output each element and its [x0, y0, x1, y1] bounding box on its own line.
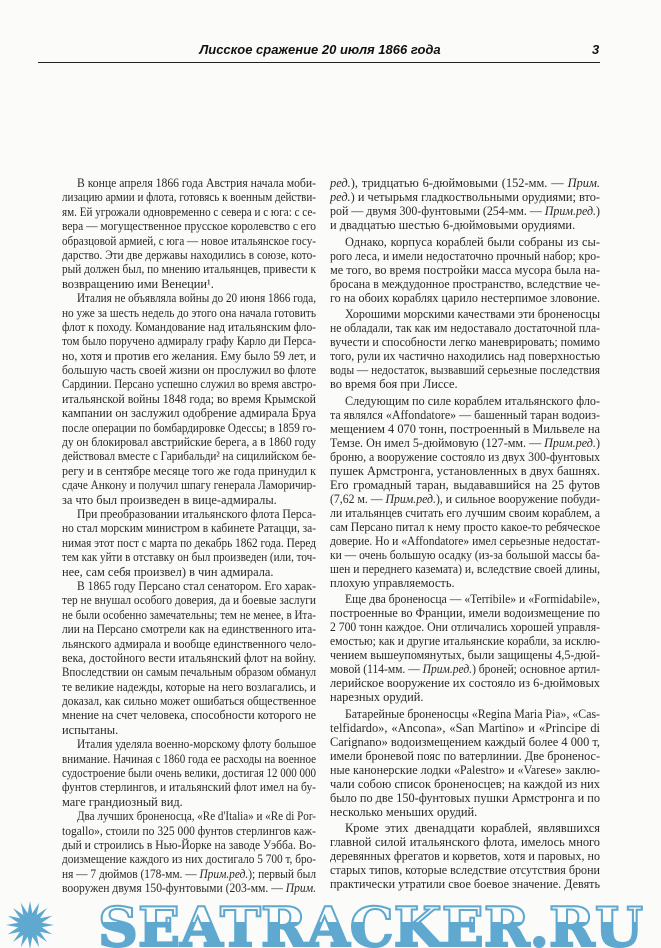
text-line: возвращению ими Венеции¹.	[62, 276, 214, 291]
text-line: рого леса, и имели недостаточно прочный набор; кро-	[330, 248, 601, 263]
text-line: 2 700 тонн каждое. Они отличались хорошей управля-	[330, 620, 601, 634]
text-line: рой — двумя 300-фунтовыми (254-мм. — Прим.ред.)	[330, 204, 601, 218]
text-line: вооружен двумя 150-фунтовыми (203-мм. — Прим.	[62, 881, 317, 896]
paragraph	[330, 592, 600, 704]
text-line: нимая этот пост с марта по декабрь 1862 года. Перед	[62, 535, 316, 550]
text-line: чением вышеупомянутых, были защищены 4,5-дюй-	[330, 648, 600, 662]
text-line: имели броневой пояс по ватерлинии. Две броненос-	[330, 748, 601, 763]
paragraph	[330, 235, 600, 305]
text-line: практически утратили свое боевое значение. Девять	[330, 877, 600, 891]
text-line: (7,62 м. — Прим.ред.), и сильное вооружение побуди-	[330, 491, 601, 506]
text-line: ме того, во время постройки масса мусора была на-	[330, 262, 600, 277]
paragraph	[62, 737, 316, 809]
text-line: после операции по бомбардировке Одессы; в 1859 го-	[62, 420, 317, 435]
text-line: Два лучших броненосца, «Re d'Italia» и «Re di Por-	[77, 809, 316, 824]
text-line: ные канонерские лодки «Palestro» и «Varese» заклю-	[330, 762, 600, 777]
text-line: ред.) и четырьмя гладкоствольными орудиями; вто-	[330, 190, 600, 204]
running-title: Лисское сражение 20 июля 1866 года	[199, 42, 441, 57]
text-line: лизацию армии и флота, готовясь к военным действи-	[62, 190, 317, 205]
text-line: ред.), тридцатью 6-дюймовыми (152-мм. — Прим.	[330, 176, 600, 190]
watermark-text: SEATRACKER.RU	[98, 898, 643, 948]
text-line: Темзе. Он имел 5-дюймовую (127-мм. — Прим.ред.)	[330, 435, 600, 450]
text-line: дый и строились в Нью-Йорке на заводе Уэбба. Во-	[62, 837, 317, 852]
paragraph	[62, 176, 316, 291]
text-line: вера — могущественное прусское королевство с его	[62, 219, 316, 234]
header-rule	[38, 62, 600, 63]
text-line: Италия уделяла военно-морскому флоту большое	[77, 737, 317, 752]
text-line: во время боя при Лиссе.	[330, 377, 458, 391]
text-line: том было поручено адмиралу графу Карло ди Перса-	[62, 334, 317, 349]
text-line: кампании он заслужил одобрение адмирала Бруа	[62, 406, 316, 421]
text-line: В конце апреля 1866 года Австрия начала моби-	[77, 176, 317, 190]
paragraph	[330, 176, 600, 232]
text-line: шен и переднего каземата) и, вследствие своей длины,	[330, 561, 601, 576]
paragraph	[62, 507, 316, 579]
text-line: но уже за шесть недель до этого она начала готовить	[62, 305, 317, 320]
text-line: та являлся «Affondatore» — башенный таран водоиз-	[330, 407, 601, 422]
text-line: старых типов, которые вследствие отсутствия брони	[330, 863, 600, 877]
text-line: емостью; как и другие итальянские корабли, за исклю-	[330, 634, 600, 648]
text-line: того, рули их частично находились над поверхностью	[330, 349, 600, 363]
text-line: Однако, корпуса кораблей были собраны из сы-	[345, 234, 601, 249]
text-line: за что был произведен в вице-адмиралы.	[62, 492, 277, 507]
paragraph	[330, 821, 600, 891]
text-line: telfidardo», «Ancona», «San Martino» и «Principe di	[330, 720, 600, 735]
text-line: деревянных фрегатов и корветов, хотя и паровых, но	[330, 849, 601, 863]
text-line: бросана в междудонное пространство, вследствие че-	[330, 276, 601, 291]
text-line: регу и в сентябре месяце того же года принудил к	[62, 463, 316, 478]
seatracker-watermark-logo	[0, 898, 661, 948]
text-line: Еще два броненосца — «Terribile» и «Formidabile»,	[345, 592, 600, 606]
text-line: ду он блокировал австрийские берега, а в 1860 году	[62, 435, 317, 450]
text-line: испытаны.	[62, 722, 119, 737]
text-line: флот к походу. Командование над итальянским фло-	[62, 319, 317, 334]
text-line: но, хотя и против его желания. Ему было 59 лет, и	[62, 348, 316, 363]
text-line: чали собою список броненосцев; на каждой из них	[330, 776, 600, 791]
paragraph	[62, 809, 316, 895]
text-line: плохую управляемость.	[330, 575, 455, 590]
text-line: Батарейные броненосцы «Regina Maria Pia», «Cas-	[345, 706, 601, 721]
page-number: 3	[592, 42, 600, 57]
text-line: внимание. Начиная с 1860 года ее расходы на военное	[62, 751, 316, 766]
text-line: При преобразовании итальянского флота Перса-	[77, 506, 317, 521]
text-line: но стал морским министром в кабинете Ратацци, за-	[62, 521, 316, 536]
text-line: рый должен был, по мнению итальянцев, привести к	[62, 262, 317, 277]
paragraph	[330, 307, 600, 391]
text-line: togallo», стоили по 325 000 фунтов стерлингов каж-	[62, 823, 317, 838]
text-line: сам Персано питал к нему просто какое-то ребяческое	[330, 519, 601, 534]
paragraph	[62, 579, 316, 737]
text-line: В 1865 году Персано стал сенатором. Его харак-	[77, 578, 316, 593]
text-line: доказал, как сильно может ошибаться общественное	[62, 694, 316, 709]
text-line: Следующим по силе кораблем итальянского фло-	[345, 393, 600, 408]
text-line: Его громадный таран, выдававшийся на 25 футов	[330, 477, 600, 492]
text-line: броню, а вооружение состояло из двух 300-фунтовых	[330, 449, 601, 464]
text-line: те великие надежды, которые на него возлагались, и	[62, 679, 316, 694]
text-line: мнение на счет человека, способности которого не	[62, 708, 317, 723]
text-line: доверие. Но и «Affondatore» имел серьезные недостат-	[330, 533, 601, 548]
text-line: вучести и способности легко маневрировать; помимо	[330, 335, 600, 349]
text-line: льянского адмирала и вообще единственного чело-	[62, 636, 317, 651]
text-line: ки — очень большую осадку (из-за большой массы ба-	[330, 547, 600, 562]
sun-rays	[6, 901, 54, 948]
sun-icon	[6, 901, 54, 948]
text-line: не обладали, так как им недоставало достаточной пла-	[330, 321, 600, 335]
text-line: судостроение были очень велики, достигая 12 000 000	[62, 766, 316, 781]
text-line: тем как уйти в отставку он был произведен (или, точ-	[62, 550, 316, 565]
paragraph	[330, 707, 600, 819]
text-line: итальянской войны 1848 года; во время Крымской	[62, 391, 317, 406]
text-column-right	[330, 176, 600, 894]
text-line: действовал вместе с Гарибальди² на сицилийском бе-	[62, 449, 317, 464]
text-line: тер не внушал особого доверия, да и боевые заслуги	[62, 593, 316, 608]
text-line: доизмещение каждого из них достигало 5 700 т, бро-	[62, 852, 317, 867]
text-line: построенные во Франции, имели водоизмещение по	[330, 606, 600, 620]
text-line: мовой (114-мм. — Прим.ред.) броней; основное артил-	[330, 662, 600, 676]
text-line: Италия не объявляла войны до 20 июня 1866 года,	[77, 291, 316, 306]
text-line: пушек Армстронга, установленных в двух башнях.	[330, 463, 600, 478]
text-line: века, достойного вести итальянский флот на войну.	[62, 650, 316, 665]
text-line: большую часть своей жизни он прослужил во флоте	[62, 363, 316, 378]
paragraph	[330, 394, 600, 590]
text-line: было по две 150-фунтовых пушки Армстронга и по	[330, 790, 601, 805]
text-line: Впоследствии он самым печальным образом обманул	[62, 665, 316, 680]
text-line: ня — 7 дюймов (178-мм. — Прим.ред.); первый был	[62, 866, 317, 881]
text-line: ям. Ей угрожали одновременно с севера и с юга: с се-	[62, 204, 316, 219]
text-line: фунтов стерлингов, и итальянский флот имел на бу-	[62, 780, 317, 795]
text-line: ли итальянцев считать его лучшим своим кораблем, а	[330, 505, 600, 520]
text-line: Carignano» водоизмещением каждый более 4 000 т,	[330, 734, 600, 749]
text-line: образцовой армией, с юга — новое итальянское госу-	[62, 233, 316, 248]
text-line: дарство. Эти две державы находились в союзе, кото-	[62, 247, 317, 262]
text-column-left	[62, 176, 316, 896]
text-line: нее, сам себя произвел) в чин адмирала.	[62, 564, 274, 579]
text-line: го на обоих кораблях царило нестерпимое зловоние.	[330, 290, 600, 305]
text-line: несколько меньших орудий.	[330, 804, 478, 819]
text-line: лерийское вооружение их состояло из 6-дюймовых	[330, 676, 600, 690]
text-line: главной силой итальянского флота, имелось много	[330, 835, 600, 849]
text-line: Кроме этих двенадцати кораблей, являвшихся	[345, 821, 600, 835]
text-line: сдаче Анкону и получил шпагу генерала Ламоричир-	[62, 478, 316, 493]
text-line: Хорошими морскими качествами эти броненосцы	[345, 307, 601, 321]
text-line: мещением 4 070 тонн, построенный в Мильвеле на	[330, 421, 601, 436]
text-line: маге грандиозный вид.	[62, 794, 183, 809]
text-line: нарезных орудий.	[330, 690, 424, 704]
text-line: Сардинии. Персано успешно служил во время австро-	[62, 377, 316, 392]
text-line: воды — недостаток, вызвавший серьезные последствия	[330, 363, 601, 377]
text-line: лии на Персано смотрели как на единственного ита-	[62, 622, 317, 637]
text-line: и двадцатью шестью 6-дюймовыми орудиями.	[330, 218, 576, 232]
text-line: не были особенно замечательны; тем не менее, в Ита-	[62, 607, 316, 622]
paragraph	[62, 291, 316, 507]
